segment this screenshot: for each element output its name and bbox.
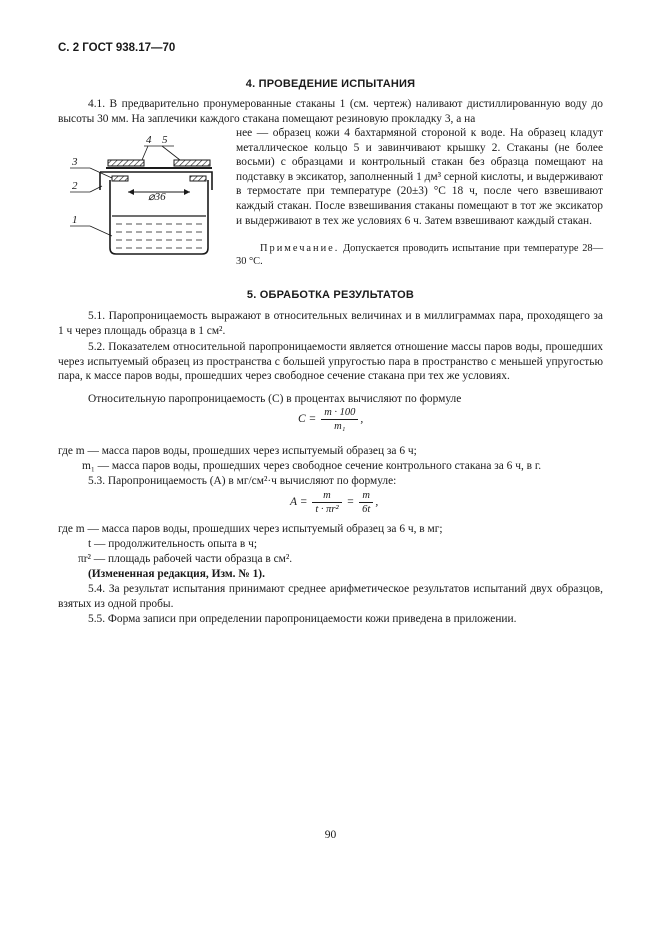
formula-2-numerator-1: m [312, 490, 341, 503]
apparatus-figure [62, 130, 222, 265]
formula-1-denominator: m₁ [334, 421, 346, 432]
formula-2-tail: , [375, 496, 379, 509]
definition-t: t — продолжительность опыта в ч; [88, 538, 258, 550]
section-5-title: 5. ОБРАБОТКА РЕЗУЛЬТАТОВ [246, 289, 415, 301]
label-3: 3 [72, 156, 78, 168]
paragraph-5-2-formula-intro: Относительную паропроницаемость (С) в процентах вычисляют по формуле [88, 393, 462, 405]
label-5: 5 [162, 134, 168, 146]
formula-2-denominator-2: 6t [362, 504, 371, 515]
ring-right [174, 160, 210, 166]
formula-absolute-permeability [290, 490, 378, 515]
water-hatching [116, 224, 202, 248]
apparatus-drawing [62, 130, 222, 265]
paragraph-5-4: 5.4. За результат испытания принимают среднее арифметическое результатов испытаний двух образцов, взятых из одной пробы. [58, 583, 603, 610]
paragraph-5-5: 5.5. Форма записи при определении паропроницаемости кожи приведена в приложении. [88, 613, 517, 625]
paragraph-5-3: 5.3. Паропроницаемость (А) в мг/см²·ч вычисляют по формуле: [88, 475, 397, 487]
formula-relative-permeability [298, 407, 363, 432]
section-4-title: 4. ПРОВЕДЕНИЕ ИСПЫТАНИЯ [245, 78, 416, 90]
label-2: 2 [72, 180, 78, 192]
amendment-note: (Измененная редакция, Изм. № 1). [88, 568, 265, 580]
running-head: С. 2 ГОСТ 938.17—70 [58, 42, 176, 54]
formula-2-denominator-1: t · πr² [315, 504, 339, 515]
ring-left [108, 160, 144, 166]
note-label: Примечание. [260, 243, 340, 254]
label-1: 1 [72, 214, 78, 226]
formula-2-numerator-2: m [359, 490, 373, 503]
dimension-label: ⌀36 [148, 191, 166, 203]
paragraph-4-1-continued: нее — образец кожи 4 бахтармяной стороной к воде. На образец кладут металлическое кольцо 5 и завинчивают крышку 2. Стаканы (не более восьми) с образцами и контрольный стакан без образца помещают на подставку в эксикатор, заполненный 1 дм³ серной кислоты, и выдерживают в термостате при температуре (20±3) °С 18 ч, после чего взвешивают каждый стакан. После взвешивания стаканы помещают в тот же эксикатор и выдерживают в тех же условиях 6 ч. Затем взвешивают каждый стакан. [236, 127, 603, 227]
definition-m1: m₁ — масса паров воды, прошедших через свободное сечение контрольного стакана за 6 ч, в г. [82, 460, 542, 472]
formula-2-equals: = [346, 496, 355, 509]
note [236, 242, 603, 268]
paragraph-5-2: 5.2. Показателем относительной паропроницаемости является отношение массы паров воды, прошедших через испытуемый образец из пространства с большей упругостью пара в пространство с меньшей упругостью пара, к массе паров воды, прошедших через свободное сечение стакана при тех же условиях. [58, 341, 603, 383]
formula-1-numerator: m · 100 [321, 407, 358, 420]
formula-2-lhs: A = [290, 496, 308, 509]
label-4: 4 [146, 134, 152, 146]
definition-m: где m — масса паров воды, прошедших через испытуемый образец за 6 ч; [58, 445, 417, 457]
definition-m-mg: где m — масса паров воды, прошедших через испытуемый образец за 6 ч, в мг; [58, 523, 443, 535]
formula-1-lhs: C = [298, 413, 317, 426]
definition-area: πr² — площадь рабочей части образца в см². [78, 553, 293, 565]
gasket-left [112, 176, 128, 181]
formula-1-tail: , [360, 413, 364, 426]
page-number: 90 [324, 829, 337, 841]
formula-2-fraction-2 [359, 490, 373, 515]
formula-1-fraction [321, 407, 358, 432]
formula-2-fraction-1 [312, 490, 341, 515]
paragraph-4-1: 4.1. В предварительно пронумерованные стаканы 1 (см. чертеж) наливают дистиллированную воду до высоты 30 мм. На заплечики каждого стакана помещают резиновую прокладку 3, а на [58, 98, 603, 125]
gasket-right [190, 176, 206, 181]
note-text: Допускается проводить испытание при температуре 28—30 °С. [236, 243, 603, 267]
paragraph-5-1: 5.1. Паропроницаемость выражают в относительных величинах и в миллиграммах пара, проходящего за 1 ч через площадь образца в 1 см². [58, 310, 603, 337]
